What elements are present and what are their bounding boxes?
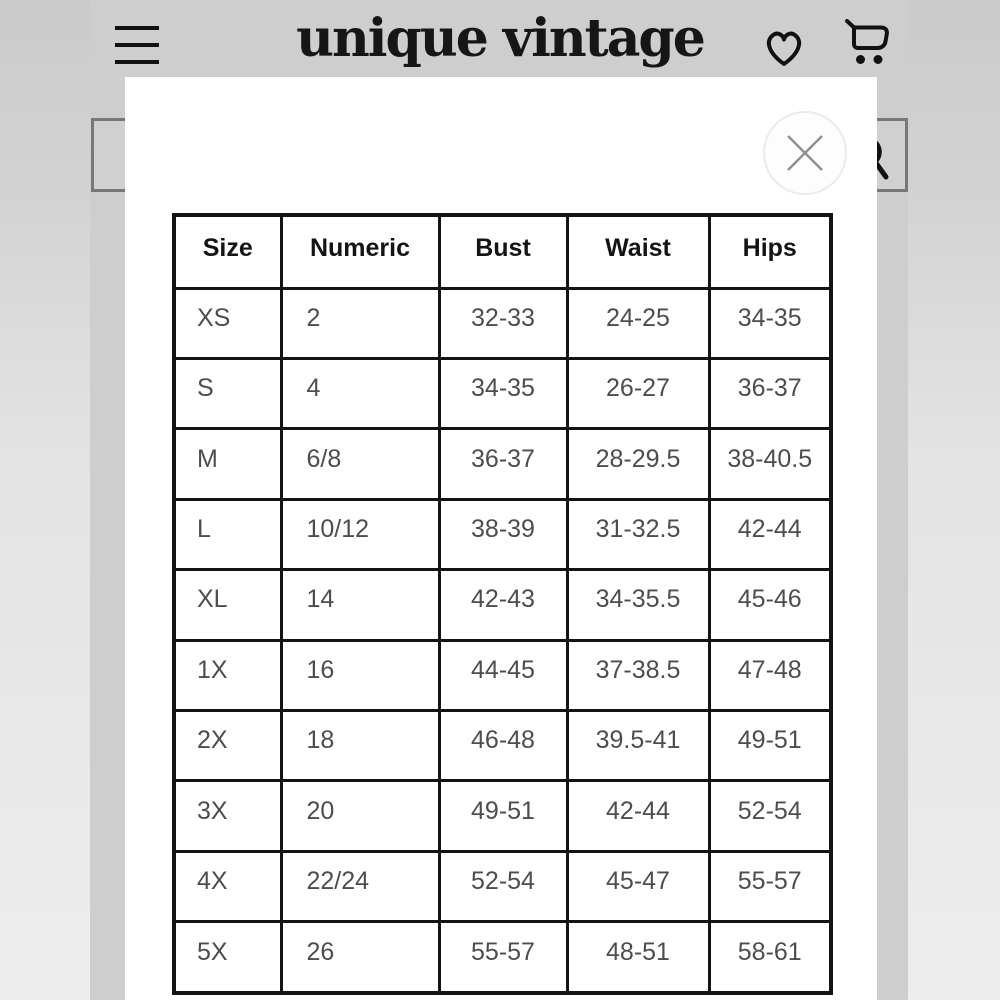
table-cell: 45-46 <box>709 570 831 640</box>
table-cell: 52-54 <box>709 781 831 851</box>
table-cell: 26 <box>281 922 439 993</box>
close-button[interactable] <box>763 111 847 195</box>
table-cell: L <box>174 499 281 569</box>
table-row <box>174 358 831 428</box>
table-row <box>174 429 831 499</box>
table-cell: XL <box>174 570 281 640</box>
table-row <box>174 288 831 358</box>
table-cell: 38-39 <box>439 499 567 569</box>
table-cell: 31-32.5 <box>567 499 709 569</box>
table-cell: 55-57 <box>439 922 567 993</box>
column-header: Numeric <box>281 215 439 288</box>
table-cell: 20 <box>281 781 439 851</box>
table-cell: 32-33 <box>439 288 567 358</box>
table-cell: 3X <box>174 781 281 851</box>
column-header: Waist <box>567 215 709 288</box>
table-cell: 2 <box>281 288 439 358</box>
table-cell: 4 <box>281 358 439 428</box>
brand-logo[interactable]: unique vintage <box>296 8 704 69</box>
table-cell: 36-37 <box>709 358 831 428</box>
table-cell: 52-54 <box>439 851 567 921</box>
cart-icon[interactable] <box>840 16 892 70</box>
size-chart-header-row <box>174 215 831 288</box>
table-row <box>174 710 831 780</box>
column-header: Bust <box>439 215 567 288</box>
table-row <box>174 781 831 851</box>
column-header: Hips <box>709 215 831 288</box>
table-cell: 24-25 <box>567 288 709 358</box>
table-row <box>174 499 831 569</box>
table-cell: 37-38.5 <box>567 640 709 710</box>
heart-icon <box>760 24 808 70</box>
table-cell: 42-44 <box>567 781 709 851</box>
table-cell: 10/12 <box>281 499 439 569</box>
table-row <box>174 640 831 710</box>
table-cell: S <box>174 358 281 428</box>
table-cell: 46-48 <box>439 710 567 780</box>
table-cell: 55-57 <box>709 851 831 921</box>
table-cell: 1X <box>174 640 281 710</box>
x-icon <box>765 113 845 193</box>
table-cell: 26-27 <box>567 358 709 428</box>
table-cell: 47-48 <box>709 640 831 710</box>
table-cell: 34-35 <box>709 288 831 358</box>
table-cell: 16 <box>281 640 439 710</box>
table-cell: 42-43 <box>439 570 567 640</box>
table-cell: 45-47 <box>567 851 709 921</box>
shopping-cart-icon <box>840 16 892 70</box>
table-cell: 42-44 <box>709 499 831 569</box>
table-cell: 28-29.5 <box>567 429 709 499</box>
table-cell: 44-45 <box>439 640 567 710</box>
table-cell: 6/8 <box>281 429 439 499</box>
table-cell: 58-61 <box>709 922 831 993</box>
table-cell: 34-35 <box>439 358 567 428</box>
table-cell: 36-37 <box>439 429 567 499</box>
size-chart-body <box>174 288 831 993</box>
table-cell: 38-40.5 <box>709 429 831 499</box>
table-cell: 48-51 <box>567 922 709 993</box>
table-cell: 22/24 <box>281 851 439 921</box>
table-cell: M <box>174 429 281 499</box>
table-row <box>174 922 831 993</box>
table-cell: 2X <box>174 710 281 780</box>
table-cell: 14 <box>281 570 439 640</box>
column-header: Size <box>174 215 281 288</box>
wishlist-heart-icon[interactable] <box>760 24 808 70</box>
size-chart-table <box>172 213 833 995</box>
table-cell: 49-51 <box>439 781 567 851</box>
table-cell: 5X <box>174 922 281 993</box>
table-cell: 34-35.5 <box>567 570 709 640</box>
table-cell: 49-51 <box>709 710 831 780</box>
table-cell: XS <box>174 288 281 358</box>
table-row <box>174 851 831 921</box>
table-cell: 39.5-41 <box>567 710 709 780</box>
table-cell: 4X <box>174 851 281 921</box>
table-row <box>174 570 831 640</box>
table-cell: 18 <box>281 710 439 780</box>
size-chart-modal <box>125 77 877 1000</box>
